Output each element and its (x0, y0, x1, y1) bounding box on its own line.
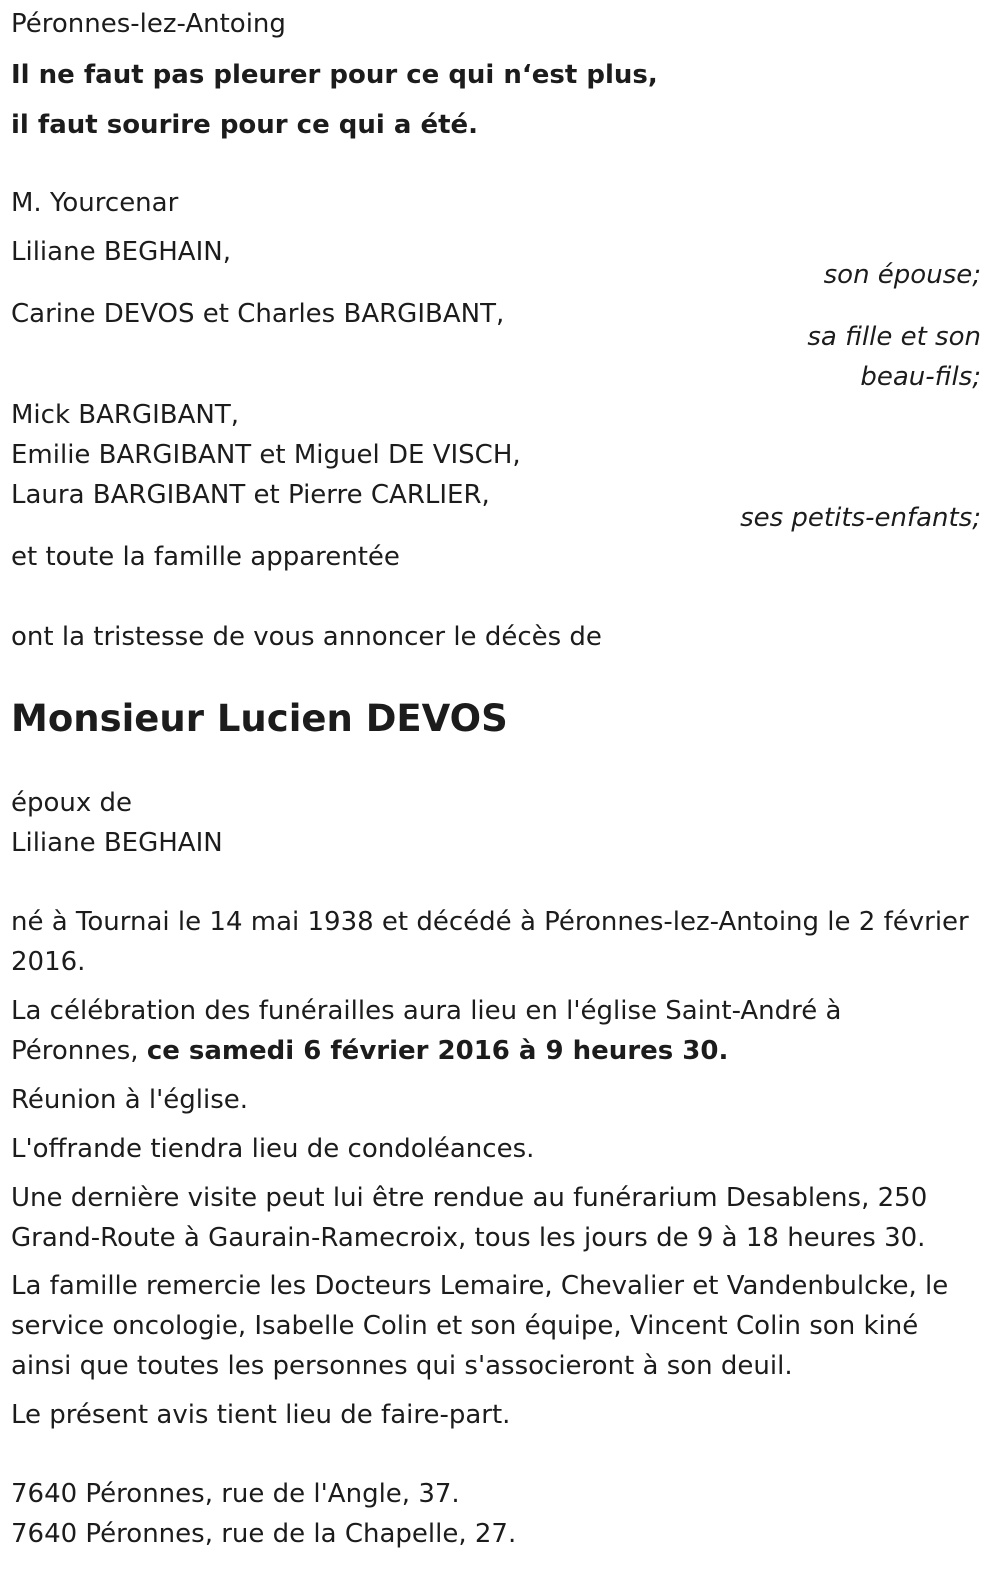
address-1: 7640 Péronnes, rue de l'Angle, 37. (11, 1479, 460, 1509)
children-role-line-1: sa fille et son (807, 322, 981, 352)
place-heading: Péronnes-lez-Antoing (11, 9, 286, 39)
children-names: Carine DEVOS et Charles BARGIBANT, (11, 299, 505, 329)
announcement-text: ont la tristesse de vous annoncer le décès de (11, 622, 602, 652)
children-role-line-2: beau-fils; (860, 362, 981, 392)
visit-line-2: Grand-Route à Gaurain-Ramecroix, tous les jours de 9 à 18 heures 30. (11, 1223, 926, 1253)
thanks-line-2: service oncologie, Isabelle Colin et son équipe, Vincent Colin son kiné (11, 1311, 919, 1341)
funeral-location: Péronnes, (11, 1036, 139, 1066)
quote-line-2: il faut sourire pour ce qui a été. (11, 110, 479, 140)
visit-line-1: Une dernière visite peut lui être rendue au funérarium Desablens, 250 (11, 1183, 928, 1213)
funeral-line-1: La célébration des funérailles aura lieu en l'église Saint-André à (11, 996, 842, 1026)
quote-line-1: Il ne faut pas pleurer pour ce qui n‘est plus, (11, 60, 658, 90)
quote-author: M. Yourcenar (11, 188, 179, 218)
birth-death-line-2: 2016. (11, 947, 86, 977)
grandchild-1: Mick BARGIBANT, (11, 400, 239, 430)
extended-family: et toute la famille apparentée (11, 542, 400, 572)
address-2: 7640 Péronnes, rue de la Chapelle, 27. (11, 1519, 517, 1549)
grandchild-3: Laura BARGIBANT et Pierre CARLIER, (11, 480, 490, 510)
birth-death-line-1: né à Tournai le 14 mai 1938 et décédé à Péronnes-lez-Antoing le 2 février (11, 907, 969, 937)
grandchild-2: Emilie BARGIBANT et Miguel DE VISCH, (11, 440, 521, 470)
offering-info: L'offrande tiendra lieu de condoléances. (11, 1134, 535, 1164)
thanks-line-1: La famille remercie les Docteurs Lemaire, Chevalier et Vandenbulcke, le (11, 1271, 949, 1301)
meeting-info: Réunion à l'église. (11, 1085, 249, 1115)
funeral-date-time: ce samedi 6 février 2016 à 9 heures 30. (146, 1036, 729, 1066)
spouse-name: Liliane BEGHAIN, (11, 237, 231, 267)
deceased-name: Monsieur Lucien DEVOS (11, 697, 508, 740)
funeral-line-2 (11, 1038, 728, 1064)
notice-text: Le présent avis tient lieu de faire-part. (11, 1400, 511, 1430)
grandchildren-role: ses petits-enfants; (740, 503, 981, 533)
spouse-role: son épouse; (823, 260, 981, 290)
spouse-label: époux de (11, 788, 133, 818)
thanks-line-3: ainsi que toutes les personnes qui s'associeront à son deuil. (11, 1351, 793, 1381)
spouse-of-deceased: Liliane BEGHAIN (11, 828, 223, 858)
